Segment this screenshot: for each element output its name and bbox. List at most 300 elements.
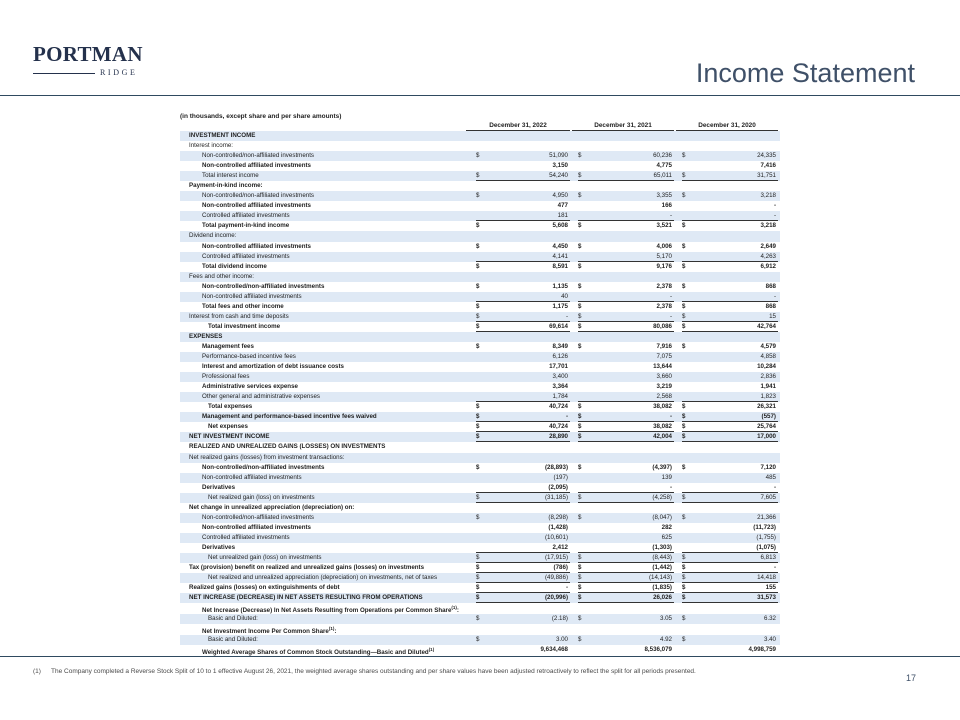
value-cell [476,543,570,553]
value-cell [476,372,570,382]
value-number: 38,082 [653,423,672,431]
value-number: 6,813 [760,553,776,561]
row-label-text: Non-controlled affiliated investments [202,292,302,300]
value-number: (20,996) [544,594,568,602]
header-divider [0,95,960,96]
row-label-text: Controlled affiliated investments [202,533,290,541]
value-number: 38,082 [653,403,672,411]
currency-symbol: $ [476,342,480,350]
table-row [180,191,780,201]
value-number: (1,755) [756,533,776,541]
value-number: 4,263 [760,252,776,260]
row-label [189,231,236,241]
footnote-reference: (1) [451,605,457,611]
value-number: 155 [765,584,776,592]
value-number: 1,784 [552,393,568,401]
value-cell [682,211,778,221]
value-number: 28,890 [549,433,568,441]
value-number: 6,126 [552,353,568,361]
value-number: - [773,564,776,572]
value-number: 3,355 [656,192,672,200]
row-label-text: Fees and other income: [189,272,255,280]
table-row [180,624,780,635]
row-label [189,332,222,342]
value-cell [682,483,778,493]
currency-symbol: $ [476,192,480,200]
value-cell [578,372,674,382]
currency-symbol: $ [476,242,480,250]
currency-symbol: $ [578,152,582,160]
row-label [202,262,267,272]
row-label [202,342,254,352]
currency-symbol: $ [476,282,480,290]
value-cell [682,292,778,302]
value-cell [578,352,674,362]
table-row [180,382,780,392]
value-cell [682,362,778,372]
row-label [189,141,233,151]
value-number: 2,836 [760,373,776,381]
value-cell [682,583,778,593]
table-row [180,493,780,503]
value-cell [682,614,778,624]
row-label [202,463,324,473]
row-label-text: Derivatives [202,543,236,551]
value-cell [578,533,674,543]
row-label-text: Net realized and unrealized appreciation (depreciation) on investments, net of taxes [208,574,438,582]
value-number: (49,886) [544,574,568,582]
currency-symbol: $ [682,564,686,572]
table-row [180,211,780,221]
value-number: (1,075) [756,543,776,551]
row-label [208,402,252,412]
value-cell [476,493,570,503]
value-number: 3,660 [656,373,672,381]
value-number: 80,086 [653,322,672,330]
value-cell [578,432,674,442]
table-row [180,362,780,372]
value-number: - [773,292,776,300]
value-number: 4,579 [760,342,776,350]
value-cell [682,412,778,422]
table-row [180,292,780,302]
value-number: 31,573 [757,594,776,602]
table-row [180,231,780,241]
value-number: 139 [661,473,672,481]
currency-symbol: $ [682,242,686,250]
row-label-text: Derivatives [202,483,236,491]
row-label-text: Total dividend income [202,262,267,270]
value-number: 26,321 [757,403,776,411]
row-label-text: Weighted Average Shares of Common Stock Outstanding—Basic and Diluted [202,649,429,657]
value-cell [682,432,778,442]
value-cell [682,563,778,573]
value-number: 3,364 [552,383,568,391]
table-row [180,635,780,645]
row-label [202,372,249,382]
value-cell [476,171,570,181]
currency-symbol: $ [682,222,686,230]
table-row [180,553,780,563]
currency-symbol: $ [682,636,686,644]
value-cell [476,312,570,322]
value-cell [578,553,674,563]
value-cell [476,342,570,352]
row-label [189,432,269,442]
row-label-text: Net realized gain (loss) on investments [208,493,315,501]
value-cell [476,513,570,523]
row-label-text: Controlled affiliated investments [202,252,290,260]
row-label-text: Non-controlled/non-affiliated investments [202,152,315,160]
page-title: Income Statement [695,58,915,88]
value-number: 54,240 [549,172,568,180]
value-number: (197) [553,473,568,481]
currency-symbol: $ [682,615,686,623]
row-label [189,181,263,191]
currency-symbol: $ [578,493,582,501]
value-number: 625 [661,533,672,541]
currency-symbol: $ [578,242,582,250]
value-cell [476,583,570,593]
value-number: (1,442) [652,564,672,572]
table-row [180,181,780,191]
table-row [180,141,780,151]
row-label-text: Net change in unrealized appreciation (depreciation) on: [189,503,355,511]
row-label [189,593,423,603]
row-label-text: Management fees [202,342,254,350]
value-cell [578,463,674,473]
currency-symbol: $ [578,172,582,180]
value-cell [578,583,674,593]
value-cell [476,242,570,252]
value-cell [476,645,570,655]
value-number: 8,591 [552,262,568,270]
row-label-text: Non-controlled/non-affiliated investments [202,463,325,471]
value-number: 3.40 [763,636,776,644]
portman-ridge-logo [33,43,149,79]
value-cell [476,302,570,312]
value-number: - [773,212,776,220]
value-number: (2,095) [548,483,568,491]
value-number: - [773,202,776,210]
currency-symbol: $ [476,222,480,230]
value-cell [578,473,674,483]
value-number: - [565,312,568,320]
value-number: 3,150 [552,162,568,170]
row-label [202,191,314,201]
table-row [180,603,780,614]
row-label-text: Total investment income [208,322,281,330]
row-label-text: Total expenses [208,403,253,411]
value-cell [682,645,778,655]
value-number: 868 [765,282,776,290]
table-row [180,412,780,422]
currency-symbol: $ [578,342,582,350]
table-row [180,242,780,252]
value-number: - [669,292,672,300]
row-label [208,322,280,332]
value-number: 7,605 [760,493,776,501]
value-cell [578,292,674,302]
table-row [180,645,780,656]
table-row [180,533,780,543]
value-number: (4,397) [652,463,672,471]
value-cell [476,352,570,362]
value-number: (557) [761,413,776,421]
row-label [189,583,340,593]
value-cell [578,262,674,272]
column-header-2020: December 31, 2020 [676,122,778,131]
row-label-text: Performance-based incentive fees [202,353,296,361]
value-number: 1,135 [552,282,568,290]
value-number: 166 [661,202,672,210]
row-label [202,161,311,171]
value-cell [476,402,570,412]
row-label [202,151,314,161]
currency-symbol: $ [578,302,582,310]
value-number: 4.92 [659,636,672,644]
value-number: 8,349 [552,342,568,350]
currency-symbol: $ [578,413,582,421]
value-cell [476,211,570,221]
value-cell [578,282,674,292]
value-number: 7,120 [760,463,776,471]
row-label-text: Net Investment Income Per Common Share [202,628,329,636]
table-row [180,402,780,412]
row-label-text: Administrative services expense [202,383,298,391]
value-number: 40,724 [549,423,568,431]
currency-symbol: $ [578,513,582,521]
value-number: - [669,212,672,220]
row-label-text: Interest from cash and time deposits [189,312,289,320]
currency-symbol: $ [476,615,480,623]
row-label-text: Non-controlled/non-affiliated investments [202,513,315,521]
value-number: 10,284 [757,363,776,371]
table-row [180,513,780,523]
currency-symbol: $ [682,463,686,471]
value-cell [682,312,778,322]
row-label [202,412,377,422]
value-cell [682,151,778,161]
value-number: 17,000 [757,433,776,441]
value-number: 51,090 [549,152,568,160]
row-label [208,635,258,645]
value-cell [578,614,674,624]
table-row [180,151,780,161]
row-label-suffix: : [456,607,459,615]
row-label [202,242,311,252]
value-number: 6.32 [763,615,776,623]
value-number: 5,170 [656,252,672,260]
footnote-reference: (1) [328,626,335,632]
value-number: 2,378 [656,282,672,290]
value-cell [476,635,570,645]
row-label [202,543,235,553]
footnote-reference: (1) [428,647,435,653]
row-label-text: Management and performance-based incentive fees waived [202,413,377,421]
value-number: 477 [557,202,568,210]
value-cell [682,402,778,412]
row-label [202,483,235,493]
row-label-text: Non-controlled affiliated investments [202,162,311,170]
value-cell [682,262,778,272]
value-number: 2,649 [760,242,776,250]
currency-symbol: $ [682,423,686,431]
value-cell [682,372,778,382]
value-cell [682,422,778,432]
value-number: 2,412 [552,543,568,551]
currency-symbol: $ [682,584,686,592]
value-cell [682,382,778,392]
footnote-mark: (1) [33,668,41,675]
value-number: - [773,483,776,491]
value-number: - [669,483,672,491]
table-row [180,442,780,452]
value-cell [476,262,570,272]
row-label-text: Tax (provision) benefit on realized and unrealized gains (losses) on investments [189,564,425,572]
row-label [189,312,289,322]
row-label [208,553,322,563]
value-cell [682,242,778,252]
value-number: 3,218 [760,222,776,230]
row-label [202,533,290,543]
row-label-text: Non-controlled affiliated investments [202,523,311,531]
value-number: 24,335 [757,152,776,160]
value-number: (14,143) [648,574,672,582]
value-cell [476,412,570,422]
row-label-text: Non-controlled/non-affiliated investments [202,282,325,290]
value-cell [682,201,778,211]
value-cell [682,352,778,362]
value-number: (8,443) [652,553,672,561]
currency-symbol: $ [682,152,686,160]
value-number: 6,912 [760,262,776,270]
currency-symbol: $ [682,433,686,441]
value-number: 9,176 [656,262,672,270]
value-number: 868 [765,302,776,310]
value-cell [578,161,674,171]
value-number: (17,915) [544,553,568,561]
row-label-text: Non-controlled affiliated investments [202,202,311,210]
value-cell [578,412,674,422]
value-number: - [669,413,672,421]
value-cell [578,362,674,372]
units-note: (in thousands, except share and per share amounts) [180,113,342,120]
row-label-text: Payment-in-kind income: [189,182,263,190]
value-number: 3,219 [656,383,672,391]
currency-symbol: $ [476,403,480,411]
value-number: (11,723) [753,523,776,531]
table-row [180,614,780,624]
logo-subtext: RIDGE [100,68,138,77]
value-cell [682,302,778,312]
currency-symbol: $ [578,574,582,582]
value-cell [476,432,570,442]
value-number: 4,141 [552,252,568,260]
value-cell [476,191,570,201]
row-label-text: Non-controlled/non-affiliated investments [202,192,315,200]
value-number: 65,011 [653,172,672,180]
value-cell [578,171,674,181]
currency-symbol: $ [682,192,686,200]
value-cell [476,201,570,211]
value-cell [578,563,674,573]
page-number: 17 [905,673,916,683]
table-row [180,342,780,352]
value-number: 26,026 [653,594,672,602]
value-number: 4,006 [656,242,672,250]
currency-symbol: $ [682,594,686,602]
row-label-text: Net Increase (Decrease) In Net Assets Resulting from Operations per Common Share [202,607,452,615]
value-cell [476,221,570,231]
row-label-text: Realized gains (losses) on extinguishments of debt [189,584,340,592]
value-cell [682,282,778,292]
value-number: (4,258) [652,493,672,501]
currency-symbol: $ [682,262,686,270]
value-cell [476,282,570,292]
table-row [180,221,780,231]
row-label [189,503,354,513]
value-cell [578,593,674,603]
currency-symbol: $ [476,564,480,572]
currency-symbol: $ [476,553,480,561]
value-cell [476,422,570,432]
row-label-text: Total interest income [202,172,259,180]
row-label-text: Interest income: [189,142,234,150]
row-label [202,513,314,523]
value-number: 4,858 [760,353,776,361]
footer-divider [0,656,960,657]
currency-symbol: $ [578,322,582,330]
currency-symbol: $ [476,433,480,441]
value-number: - [565,413,568,421]
currency-symbol: $ [578,594,582,602]
row-label [208,614,258,624]
row-label [189,272,254,282]
value-number: (8,298) [548,513,568,521]
value-number: (786) [553,564,568,572]
currency-symbol: $ [476,423,480,431]
table-row [180,573,780,583]
value-cell [578,342,674,352]
value-cell [476,473,570,483]
currency-symbol: $ [578,553,582,561]
value-cell [578,191,674,201]
value-number: - [669,312,672,320]
value-cell [578,543,674,553]
table-row [180,322,780,332]
value-number: 4,450 [552,242,568,250]
currency-symbol: $ [682,342,686,350]
value-number: 21,366 [757,513,776,521]
currency-symbol: $ [578,312,582,320]
value-cell [476,463,570,473]
table-row [180,593,780,603]
row-label [202,221,289,231]
value-cell [578,402,674,412]
value-cell [476,161,570,171]
value-number: 40,724 [549,403,568,411]
row-label-text: EXPENSES [189,332,223,340]
row-label-text: Non-controlled affiliated investments [202,242,311,250]
table-row [180,432,780,442]
column-headers [180,122,780,131]
table-row [180,503,780,513]
value-cell [476,382,570,392]
value-cell [682,593,778,603]
value-cell [578,151,674,161]
value-cell [476,553,570,563]
